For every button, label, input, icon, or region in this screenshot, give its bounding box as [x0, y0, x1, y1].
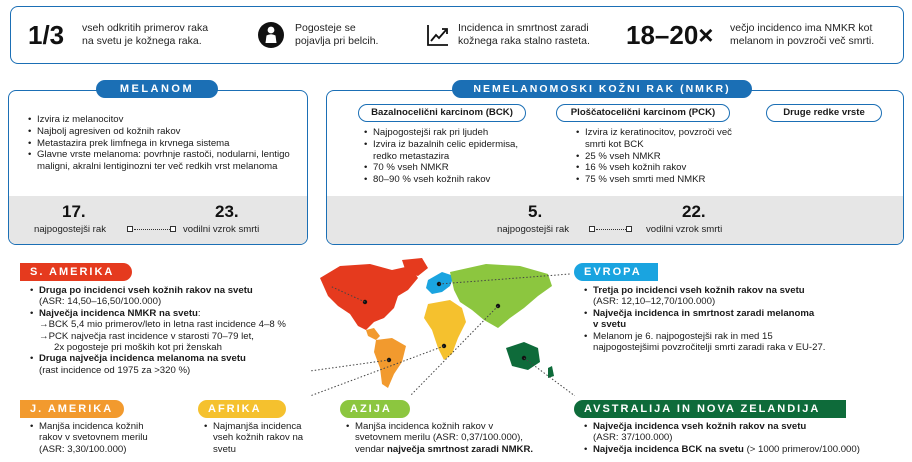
melanom-rank-death-num: 23. — [215, 202, 239, 221]
list-item: • Najmanjša incidenca — [204, 421, 324, 432]
nmkr-title: NEMELANOMOSKI KOŽNI RAK (NMKR) — [452, 80, 752, 98]
list-item: • Najbolj agresiven od kožnih rakov — [28, 126, 296, 138]
melanom-rank-death-text: vodilni vzrok smrti — [183, 224, 260, 235]
list-item: • Metastazira prek limfnega in krvnega sistema — [28, 138, 296, 150]
list-item: • 80–90 % vseh kožnih rakov — [364, 174, 544, 186]
list-item: (rast incidence od 1975 za >320 %) — [39, 364, 191, 376]
list-item: →BCK 5,4 mio primerov/leto in letna rast incidence 4–8 % — [39, 319, 286, 331]
person-icon — [258, 22, 284, 48]
list-item: • Druga največja incidenca melanoma na svetu — [30, 353, 330, 364]
list-item: • Največja incidenca vseh kožnih rakov na svetu — [584, 421, 908, 432]
list-item: najpogostejšimi povzročitelji smrti zaradi raka v EU-27. — [593, 342, 826, 354]
list-item: (ASR: 12,10–12,70/100.000) — [593, 296, 716, 308]
list-item: • Največja incidenca in smrtnost zaradi melanoma — [584, 308, 904, 319]
south-america-shape — [374, 338, 406, 388]
nmkr-rank-cancer-num: 5. — [528, 202, 543, 221]
list-item: • Največja incidenca BCK na svetu (> 1000 primerov/100.000) — [584, 444, 908, 455]
list-item: • Tretja po incidenci vseh kožnih rakov na svetu — [584, 285, 904, 296]
dotted-connector — [596, 229, 626, 230]
list-item: • Izvira iz bazalnih celic epidermisa, redko metastazira — [364, 139, 544, 163]
list-item: rakov v svetovnem merilu — [39, 432, 148, 444]
list-item: • Glavne vrste melanoma: povrhnje rastoči, nodularni, lentigo maligni, akralni lentiginozni ter več redkih vrst melanoma — [28, 149, 296, 173]
australia-shape — [506, 342, 540, 370]
stat-white-text: Pogosteje se pojavlja pri belcih. — [295, 22, 379, 47]
afrika-title: AFRIKA — [198, 400, 286, 418]
pck-title: Ploščatocelični karcinom (PCK) — [556, 104, 730, 122]
bck-title: Bazalnocelični karcinom (BCK) — [358, 104, 526, 122]
list-item: • Izvira iz keratinocitov, povzroči več smrti kot BCK — [576, 127, 746, 151]
afrika-list — [204, 421, 324, 455]
list-item: • 25 % vseh NMKR — [576, 151, 746, 163]
evropa-list — [584, 285, 904, 353]
list-item: svetu — [213, 443, 236, 455]
connector-square — [626, 226, 632, 232]
asia-shape — [450, 264, 552, 328]
list-item: (ASR: 37/100.000) — [593, 432, 673, 444]
list-item: • 75 % vseh smrti med NMKR — [576, 174, 746, 186]
world-map — [310, 256, 575, 396]
connector-square — [589, 226, 595, 232]
dotted-connector — [134, 229, 170, 230]
list-item: • Manjša incidenca kožnih — [30, 421, 180, 432]
other-types-title: Druge redke vrste — [766, 104, 882, 122]
list-item: • Najpogostejši rak pri ljudeh — [364, 127, 544, 139]
list-item: • 16 % vseh kožnih rakov — [576, 162, 746, 174]
trend-up-icon — [425, 22, 451, 48]
nmkr-rank-band — [327, 196, 903, 244]
list-item: • Manjša incidenca kožnih rakov v — [346, 421, 566, 432]
list-item: (ASR: 14,50–16,50/100.000) — [39, 296, 162, 308]
s-amerika-title: S. AMERIKA — [20, 263, 132, 281]
nmkr-rank-death-num: 22. — [682, 202, 706, 221]
stat-18-20-text: večjo incidenco ima NMKR kot melanom in povzroči več smrti. — [730, 22, 875, 47]
north-america-shape — [320, 264, 418, 330]
j-amerika-list — [30, 421, 180, 455]
list-item: svetovnem merilu (ASR: 0,37/100.000), — [355, 432, 523, 444]
new-zealand-shape — [548, 366, 554, 378]
list-item: vseh kožnih rakov na — [213, 432, 304, 444]
list-item: 2x pogosteje pri moških kot pri ženskah — [54, 342, 222, 354]
connector-square — [127, 226, 133, 232]
list-item: • 70 % vseh NMKR — [364, 162, 544, 174]
j-amerika-title: J. AMERIKA — [20, 400, 124, 418]
stat-trend-text: Incidenca in smrtnost zaradi kožnega raka stalno rasteta. — [458, 22, 590, 47]
evropa-title: EVROPA — [574, 263, 658, 281]
melanom-list — [28, 114, 296, 173]
nmkr-rank-cancer-text: najpogostejši rak — [497, 224, 569, 235]
list-item: →PCK največja rast incidence v starosti 70–79 let, — [39, 330, 254, 342]
avstralija-title: AVSTRALIJA IN NOVA ZELANDIJA — [574, 400, 846, 418]
nmkr-rank-death-text: vodilni vzrok smrti — [646, 224, 723, 235]
stat-one-third-text: vseh odkritih primerov raka na svetu je kožnega raka. — [82, 22, 209, 47]
list-item: • Druga po incidenci vseh kožnih rakov na svetu — [30, 285, 330, 296]
avstralija-list — [584, 421, 908, 455]
stat-18-20-value: 18–20× — [626, 20, 714, 50]
list-item: • Izvira iz melanocitov — [28, 114, 296, 126]
melanom-rank-cancer-text: najpogostejši rak — [34, 224, 106, 235]
list-item: • Melanom je 6. najpogostejši rak in med 15 — [584, 331, 904, 342]
azija-title: AZIJA — [340, 400, 410, 418]
melanom-rank-cancer-num: 17. — [62, 202, 86, 221]
pck-list — [576, 127, 746, 186]
list-item: vendar največja smrtnost zaradi NMKR. — [355, 443, 534, 455]
s-amerika-list — [30, 285, 330, 376]
list-item: • Največja incidenca NMKR na svetu: — [30, 308, 330, 319]
melanom-rank-band — [9, 196, 307, 244]
central-america-shape — [366, 328, 380, 340]
connector-square — [170, 226, 176, 232]
azija-list — [346, 421, 566, 455]
stat-one-third-value: 1/3 — [28, 20, 65, 50]
list-item: v svetu — [593, 319, 627, 331]
bck-list — [364, 127, 544, 186]
melanom-title: MELANOM — [96, 80, 218, 98]
list-item: (ASR: 3,30/100.000) — [39, 443, 127, 455]
